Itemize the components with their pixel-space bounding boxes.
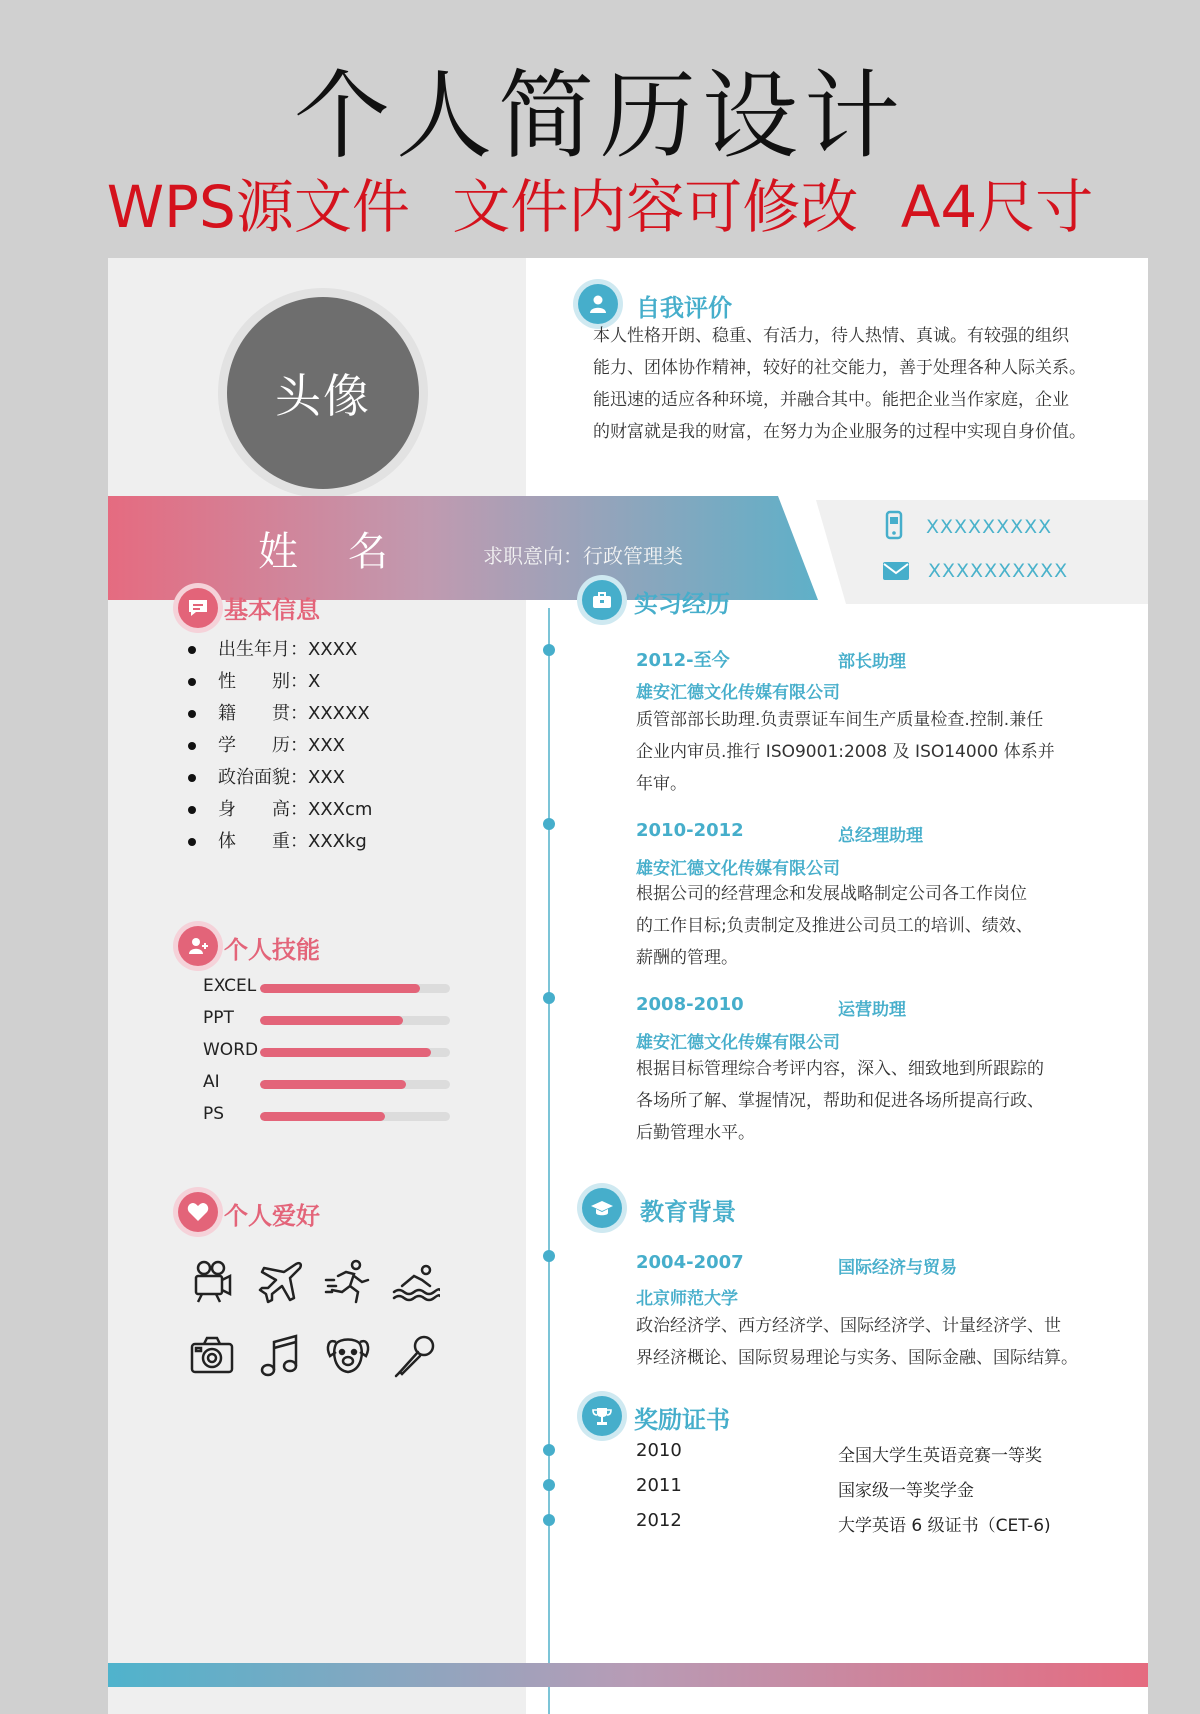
avatar[interactable]: 头像	[227, 297, 419, 489]
exp-company: 雄安汇德文化传媒有限公司	[636, 1033, 840, 1053]
dog-icon	[324, 1332, 372, 1380]
self-eval-text	[593, 320, 1133, 448]
edu-major: 国际经济与贸易	[838, 1258, 957, 1278]
exp-role: 运营助理	[838, 1000, 906, 1020]
skill-bar	[260, 1080, 450, 1089]
skill-bar-fill	[260, 1016, 403, 1025]
banner-title: 个人简历设计	[294, 60, 906, 172]
award-name: 全国大学生英语竞赛一等奖	[838, 1446, 1042, 1466]
timeline-dot	[543, 818, 555, 830]
self-eval-line: 的财富就是我的财富，在努力为企业服务的过程中实现自身价值。	[593, 422, 1086, 442]
skills-title: 个人技能	[224, 936, 320, 964]
skill-bar	[260, 1048, 450, 1057]
microphone-icon	[392, 1332, 440, 1380]
timeline-dot	[543, 992, 555, 1004]
exp-role: 部长助理	[838, 652, 906, 672]
exp-company: 雄安汇德文化传媒有限公司	[636, 859, 840, 879]
mail-icon	[882, 561, 910, 585]
timeline-dot	[543, 1514, 555, 1526]
award-year: 2010	[636, 1440, 682, 1461]
basic-info-item: 身 高：XXXcm	[188, 794, 372, 826]
skill-bar	[260, 1016, 450, 1025]
award-name: 国家级一等奖学金	[838, 1481, 974, 1501]
exp-date: 2010-2012	[636, 820, 744, 841]
basic-info-item: 性 别：X	[188, 666, 320, 698]
skill-label: EXCEL	[203, 976, 257, 996]
swimming-icon	[392, 1258, 440, 1306]
movie-camera-icon	[188, 1258, 236, 1306]
skill-bar-fill	[260, 1080, 406, 1089]
award-year: 2012	[636, 1510, 682, 1531]
timeline-dot	[543, 644, 555, 656]
exp-company: 雄安汇德文化传媒有限公司	[636, 683, 840, 703]
email-address[interactable]: XXXXXXXXXX	[928, 560, 1069, 582]
exp-description: 根据公司的经营理念和发展战略制定公司各工作岗位 的工作目标;负责制定及推进公司员工的培训、绩效、 薪酬的管理。	[636, 884, 1033, 968]
chat-bubble-icon	[178, 588, 218, 628]
basic-info-item: 政治面貌：XXX	[188, 762, 345, 794]
skill-bar	[260, 984, 450, 993]
self-eval-line: 能迅速的适应各种环境，并融合其中。能把企业当作家庭，企业	[593, 390, 1069, 410]
edu-school: 北京师范大学	[636, 1289, 738, 1309]
skill-label: WORD	[203, 1040, 259, 1060]
basic-info-item: 籍 贯：XXXXX	[188, 698, 370, 730]
phone-number[interactable]: XXXXXXXXX	[926, 516, 1053, 538]
self-eval-line: 本人性格开朗、稳重、有活力，待人热情、真诚。有较强的组织	[593, 326, 1069, 346]
banner-subtitle: WPS源文件 文件内容可修改 A4尺寸	[106, 173, 1094, 241]
basic-info-item: 出生年月：XXXX	[188, 634, 357, 666]
exp-date: 2012-至今	[636, 650, 730, 671]
user-add-icon	[178, 926, 218, 966]
edu-date: 2004-2007	[636, 1252, 744, 1273]
hobbies-title: 个人爱好	[224, 1202, 320, 1230]
skill-label: PS	[203, 1104, 225, 1124]
skill-bar	[260, 1112, 450, 1121]
heart-icon	[178, 1192, 218, 1232]
resume-page	[108, 258, 1148, 1714]
timeline-line	[548, 608, 550, 1714]
exp-description: 根据目标管理综合考评内容，深入、细致地到所跟踪的 各场所了解、掌握情况，帮助和促进各场所提高行政、 后勤管理水平。	[636, 1059, 1044, 1143]
skill-label: AI	[203, 1072, 220, 1092]
phone-icon	[884, 510, 904, 544]
running-icon	[324, 1258, 372, 1306]
briefcase-icon	[582, 580, 622, 620]
self-eval-title: 自我评价	[636, 294, 732, 322]
graduation-cap-icon	[582, 1188, 622, 1228]
exp-role: 总经理助理	[838, 826, 923, 846]
edu-courses: 政治经济学、西方经济学、国际经济学、计量经济学、世 界经济概论、国际贸易理论与实务、国际金融、国际结算。	[636, 1316, 1078, 1368]
basic-info-title: 基本信息	[224, 596, 320, 624]
candidate-name: 姓名	[258, 529, 438, 575]
basic-info-item: 体 重：XXXkg	[188, 826, 367, 858]
user-icon	[578, 284, 618, 324]
job-intent: 求职意向：行政管理类	[483, 544, 683, 568]
self-eval-line: 能力、团体协作精神，较好的社交能力，善于处理各种人际关系。	[593, 358, 1086, 378]
exp-description: 质管部部长助理.负责票证车间生产质量检查.控制.兼任 企业内审员.推行 ISO9001:2008 及 ISO14000 体系并 年审。	[636, 710, 1055, 794]
timeline-dot	[543, 1444, 555, 1456]
exp-date: 2008-2010	[636, 994, 744, 1015]
timeline-dot	[543, 1250, 555, 1262]
timeline-dot	[543, 1479, 555, 1491]
basic-info-item: 学 历：XXX	[188, 730, 345, 762]
skill-label: PPT	[203, 1008, 234, 1028]
education-title: 教育背景	[640, 1198, 736, 1226]
award-name: 大学英语 6 级证书（CET-6)	[838, 1516, 1051, 1536]
award-year: 2011	[636, 1475, 682, 1496]
skill-bar-fill	[260, 1112, 385, 1121]
internship-title: 实习经历	[634, 590, 730, 618]
camera-icon	[188, 1332, 236, 1380]
skill-bar-fill	[260, 984, 420, 993]
awards-title: 奖励证书	[634, 1406, 730, 1434]
airplane-icon	[256, 1258, 304, 1306]
music-note-icon	[256, 1332, 304, 1380]
trophy-icon	[582, 1396, 622, 1436]
skill-bar-fill	[260, 1048, 431, 1057]
bottom-gradient-bar	[108, 1663, 1148, 1687]
